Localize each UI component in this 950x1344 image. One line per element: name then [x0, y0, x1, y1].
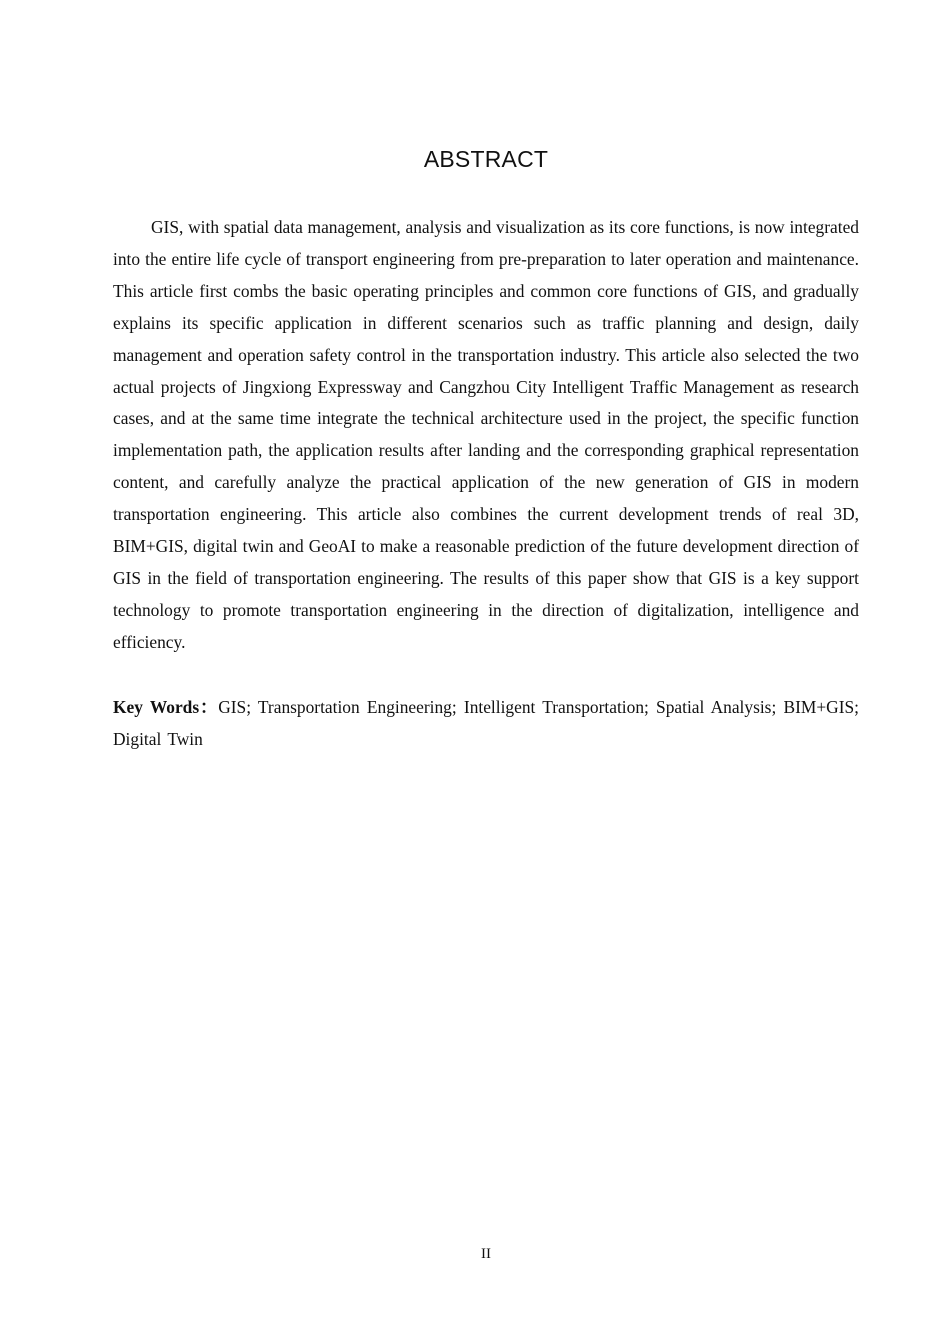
keywords-line — [113, 691, 859, 755]
abstract-title: ABSTRACT — [423, 146, 549, 172]
page-number: II — [481, 1246, 491, 1262]
abstract-paragraph: GIS, with spatial data management, analysis and visualization as its core functions, is now integrated into the entire life cycle of transport engineering from pre-preparation to later operation and maintenance. This article first combs the basic operating principles and common core functions of GIS, and gradually explains its specific application in different scenarios such as traffic planning and design, daily management and operation safety control in the transportation industry. This article also selected the two actual projects of Jingxiong Expressway and Cangzhou City Intelligent Traffic Management as research cases, and at the same time integrate the technical architecture used in the project, the specific function implementation path, the application results after landing and the corresponding graphical representation content, and carefully analyze the practical application of the new generation of GIS in modern transportation engineering. This article also combines the current development trends of real 3D, BIM+GIS, digital twin and GeoAI to make a reasonable prediction of the future development direction of GIS in the field of transportation engineering. The results of this paper show that GIS is a key support technology to promote transportation engineering in the direction of digitalization, intelligence and efficiency. — [113, 217, 859, 652]
keywords-label: Key Words： — [113, 697, 219, 717]
keywords-text: GIS; Transportation Engineering; Intelligent Transportation; Spatial Analysis; BIM+GIS; Digital Twin — [113, 697, 859, 749]
